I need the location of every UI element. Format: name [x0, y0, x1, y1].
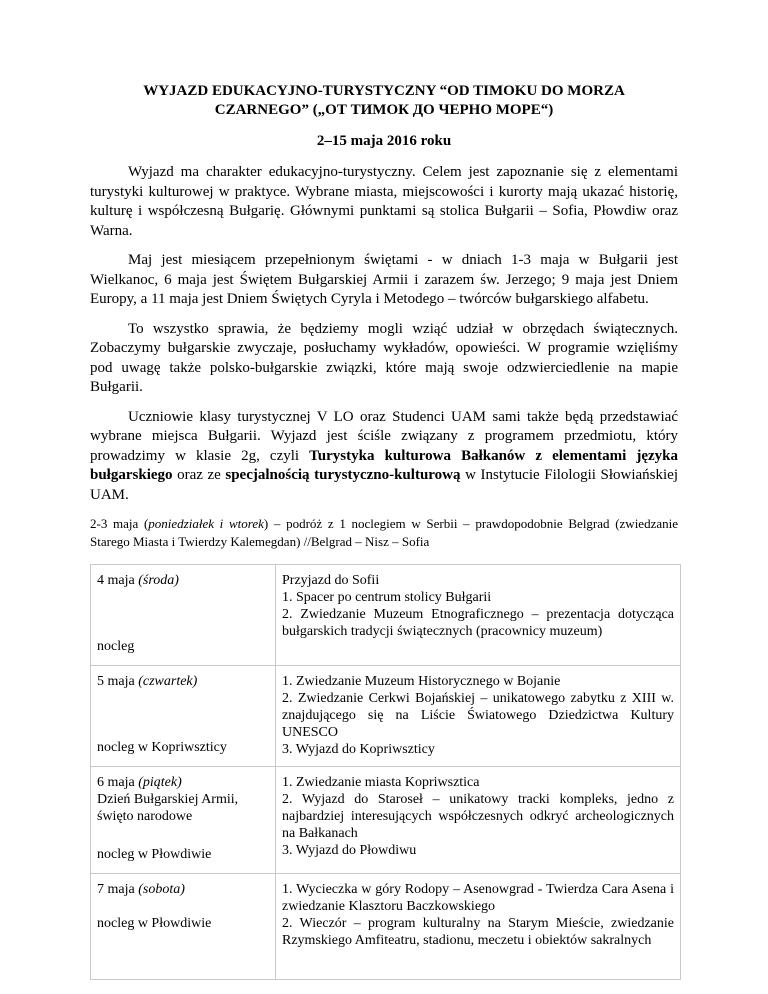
intro-days-note — [90, 515, 678, 550]
p4-text-middle: oraz ze — [172, 467, 226, 483]
day-label: 4 maja (środa) — [97, 573, 179, 588]
stay-label: nocleg w Płowdiwie — [97, 916, 212, 931]
program-item: 1. Spacer po centrum stolicy Bułgarii — [282, 590, 492, 605]
table-row — [91, 767, 681, 874]
document-title — [90, 82, 678, 120]
program-item: 2. Zwiedzanie Cerkwi Bojańskiej – unikatowego zabytku z XIII w. znajdującego się na Liście Światowego Dziedzictwa Kultury UNESCO — [282, 691, 674, 740]
document-date: 2–15 maja 2016 roku — [316, 133, 452, 149]
table-row — [91, 666, 681, 767]
day-cell — [91, 874, 276, 980]
day-label: 5 maja (czwartek) — [97, 674, 198, 689]
paragraph-holidays: Maj jest miesiącem przepełnionym świętami - w dniach 1-3 maja w Bułgarii jest Wielkanoc, 6 maja jest Świętem Bułgarskiej Armii i zarazem św. Jerzego; 9 maja jest Dniem Europy, a 11 maja jest Dniem Świętych Cyryla i Metodego – twórców bułgarskiego alfabetu. — [90, 252, 678, 307]
day-note-line: Dzień Bułgarskiej Armii, — [97, 792, 239, 807]
paragraph-students — [90, 408, 678, 506]
program-item: 1. Wycieczka w góry Rodopy – Asenowgrad - Twierdza Cara Asena i zwiedzanie Klasztoru Baczkowskiego — [282, 882, 674, 914]
title-line-2: CZARNEGO” („ОТ ТИМОК ДО ЧЕРНО МОРЕ“) — [214, 102, 554, 118]
day-cell — [91, 767, 276, 874]
p4-text-after: w Instytucie Filologii Słowiańskiej UAM. — [90, 467, 678, 503]
program-item: Przyjazd do Sofii — [282, 573, 380, 588]
program-item: 2. Wieczór – program kulturalny na Starym Mieście, zwiedzanie Rzymskiego Amfiteatru, stadionu, meczetu i obiektów sakralnych — [282, 916, 674, 948]
program-item: 2. Wyjazd do Staroseł – unikatowy tracki kompleks, jedno z najbardziej interesujących współczesnych odkryć archeologicznych na Bałkanach — [282, 792, 674, 841]
day-cell — [91, 666, 276, 767]
program-item: 2. Zwiedzanie Muzeum Etnograficznego – prezentacja dotycząca bułgarskich tradycji świątecznych (pracownicy muzeum) — [282, 607, 674, 639]
stay-label: nocleg w Płowdiwie — [97, 847, 212, 862]
program-cell — [276, 874, 681, 980]
table-row — [91, 874, 681, 980]
specialty-name: specjalnością turystyczno-kulturową — [225, 467, 461, 483]
schedule-table — [90, 564, 681, 980]
program-cell — [276, 565, 681, 666]
document-page — [90, 82, 678, 980]
stay-label: nocleg — [97, 639, 135, 654]
day-label: 7 maja (sobota) — [97, 882, 185, 897]
intro-days-suffix: ) – podróż z 1 noclegiem w Serbii – prawdopodobnie Belgrad (zwiedzanie Starego Miasta i Twierdzy Kalemegdan) //Belgrad – Nisz – Sofia — [90, 516, 679, 549]
program-item: 1. Zwiedzanie miasta Kopriwsztica — [282, 775, 480, 790]
program-item: 3. Wyjazd do Kopriwszticy — [282, 742, 435, 757]
title-line-1: WYJAZD EDUKACYJNO-TURYSTYCZNY “OD TIMOKU DO MORZA — [143, 83, 625, 99]
intro-days-weekdays: poniedziałek i wtorek — [148, 516, 264, 531]
stay-label: nocleg w Kopriwszticy — [97, 740, 227, 755]
table-row — [91, 565, 681, 666]
program-item: 3. Wyjazd do Płowdiwu — [282, 843, 417, 858]
program-cell — [276, 767, 681, 874]
day-cell — [91, 565, 276, 666]
paragraph-intro: Wyjazd ma charakter edukacyjno-turystyczny. Celem jest zapoznanie się z elementami turystyki kulturowej w praktyce. Wybrane miasta, miejscowości i kurorty mają ukazać historię, kulturę i współczesną Bułgarię. Głównymi punktami są stolica Bułgarii – Sofia, Płowdiw oraz Warna. — [90, 164, 678, 239]
day-label: 6 maja (piątek) — [97, 775, 182, 790]
course-name: Turystyka kulturowa Bałkanów z elementami języka bułgarskiego — [90, 447, 678, 483]
p4-text-before: Uczniowie klasy turystycznej V LO oraz Studenci UAM sami także będą przedstawiać wybrane miejsca Bułgarii. Wyjazd jest ściśle związany z programem przedmiotu, który prowadzimy w klasie 2g, czyli — [90, 408, 678, 464]
program-item: 1. Zwiedzanie Muzeum Historycznego w Bojanie — [282, 674, 561, 689]
intro-days-prefix: 2-3 maja ( — [90, 516, 149, 531]
paragraph-customs: To wszystko sprawia, że będziemy mogli wziąć udział w obrzędach świątecznych. Zobaczymy bułgarskie zwyczaje, posłuchamy wykładów, opowieści. W programie wzięliśmy pod uwagę także polsko-bułgarskie związki, które mają swoje odzwierciedlenie na mapie Bułgarii. — [90, 320, 678, 395]
day-note-line: święto narodowe — [97, 809, 193, 824]
program-cell — [276, 666, 681, 767]
